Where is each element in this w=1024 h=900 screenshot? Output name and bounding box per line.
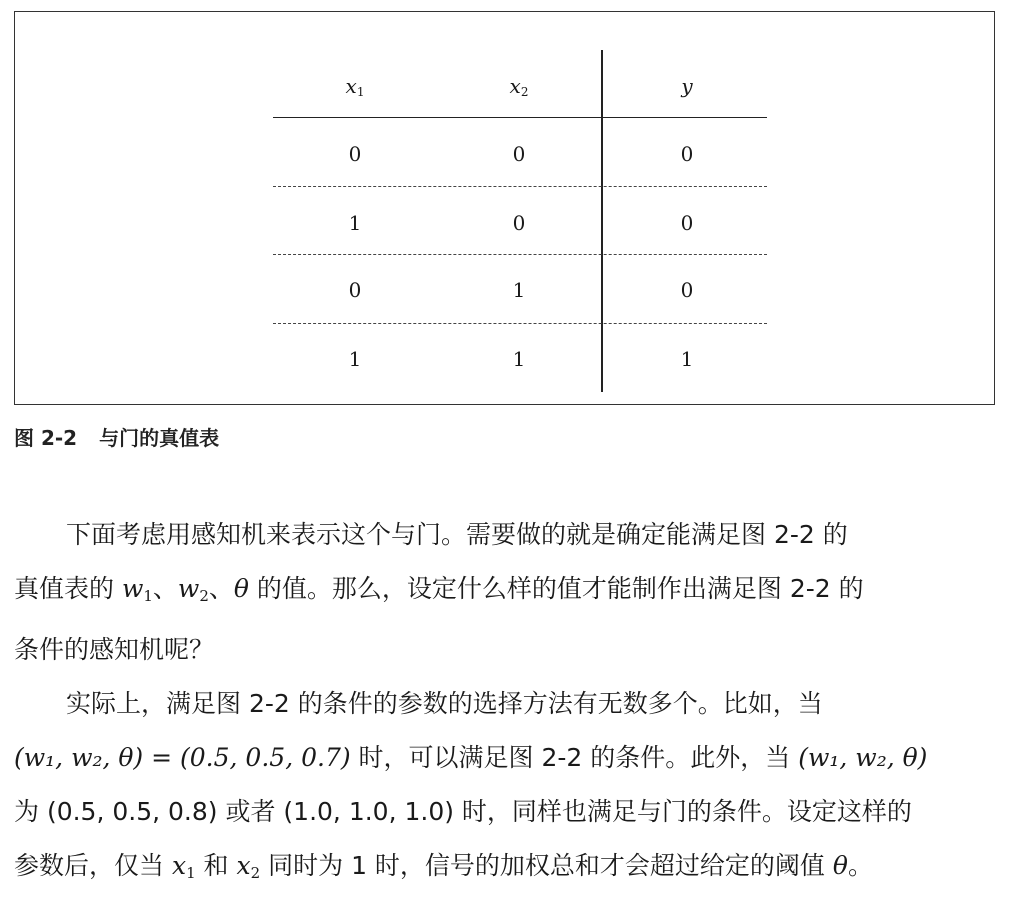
row-divider [273,186,767,187]
cell-r3-y: 0 [680,278,694,302]
cell-r3-x2: 1 [512,278,526,302]
cell-r4-x2: 1 [512,347,526,371]
truth-table [273,50,767,392]
row-divider [273,323,767,324]
cell-r2-x2: 0 [512,211,526,235]
figure-frame [14,11,995,405]
cell-r1-x2: 0 [512,142,526,166]
caption-label: 图 2-2 [14,426,78,450]
paragraph-2-line-1: 实际上，满足图 2-2 的条件的参数的选择方法有无数多个。比如，当 [66,689,823,718]
cell-r3-x1: 0 [348,278,362,302]
paragraph-1-line-2: 真值表的 $w_1$、$w_2$、θ 的值。那么，设定什么样的值才能制作出满足图 2-2 的 [14,574,864,605]
header-x2: $x_2$ [509,74,529,99]
output-divider [601,50,603,392]
figure-caption [14,422,219,451]
header-divider [273,117,767,118]
cell-r2-x1: 1 [348,211,362,235]
cell-r1-y: 0 [680,142,694,166]
header-x1: $x_1$ [345,74,365,99]
paragraph-1-line-3: 条件的感知机呢？ [14,635,215,664]
paragraph-2-line-3: 为 (0.5, 0.5, 0.8) 或者 (1.0, 1.0, 1.0) 时，同样也满足与门的条件。设定这样的 [14,797,912,826]
paragraph-2-line-4: 参数后，仅当 $x_1$ 和 $x_2$ 同时为 1 时，信号的加权总和才会超过给定的阈值 θ。 [14,851,873,882]
header-y: y [681,74,693,98]
body-text [14,508,998,900]
cell-r1-x1: 0 [348,142,362,166]
paragraph-2-line-2: (w₁, w₂, θ) = (0.5, 0.5, 0.7) 时，可以满足图 2-2 的条件。此外，当 (w₁, w₂, θ) [14,743,928,772]
paragraph-1-line-1: 下面考虑用感知机来表示这个与门。需要做的就是确定能满足图 2-2 的 [66,520,848,549]
caption-title: 与门的真值表 [99,426,220,450]
cell-r4-y: 1 [680,347,694,371]
row-divider [273,254,767,255]
cell-r2-y: 0 [680,211,694,235]
cell-r4-x1: 1 [348,347,362,371]
